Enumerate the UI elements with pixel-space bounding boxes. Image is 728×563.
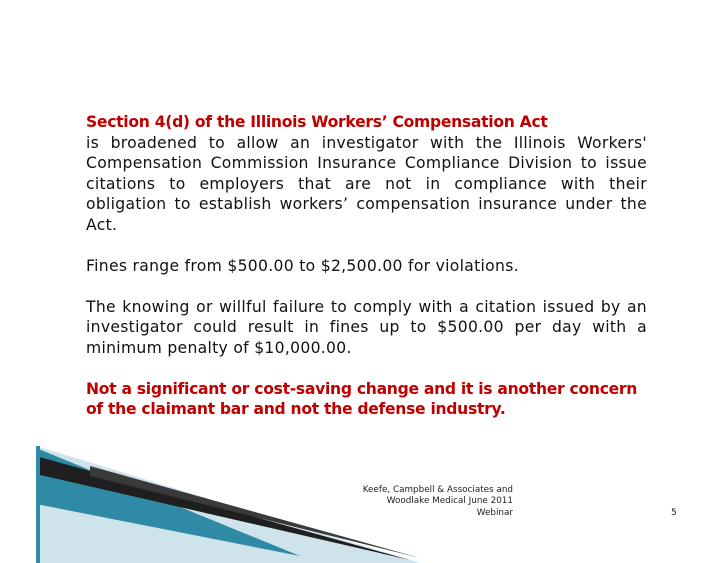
footer-line: Webinar <box>476 507 513 518</box>
spacer <box>86 358 647 379</box>
paragraph-citations: is broadened to allow an investigator with the Illinois Workers' Compensation Commission Insurance Compliance Division to issue citations to employers that are not in compliance with their obligation to establish workers’ compensation insurance under the Act. <box>86 133 647 234</box>
section-heading: Section 4(d) of the Illinois Workers’ Compensation Act <box>86 113 548 131</box>
page-number: 5 <box>671 508 677 518</box>
highlight-conclusion: Not a significant or cost-saving change and it is another concern of the claimant bar and not the defense industry. <box>86 379 638 418</box>
footer-credit <box>300 485 513 519</box>
footer-line: Keefe, Campbell & Associates and <box>362 485 513 495</box>
wedge-edge <box>36 446 40 563</box>
spacer <box>86 276 647 297</box>
paragraph-fines: Fines range from $500.00 to $2,500.00 for violations. <box>86 256 519 275</box>
footer-line: Woodlake Medical June 2011 <box>386 496 513 507</box>
spacer <box>86 235 647 256</box>
slide-body <box>86 112 647 420</box>
paragraph-penalty: The knowing or willful failure to comply with a citation issued by an investigator could result in fines up to $500.00 per day with a minimum penalty of $10,000.00. <box>86 297 647 357</box>
